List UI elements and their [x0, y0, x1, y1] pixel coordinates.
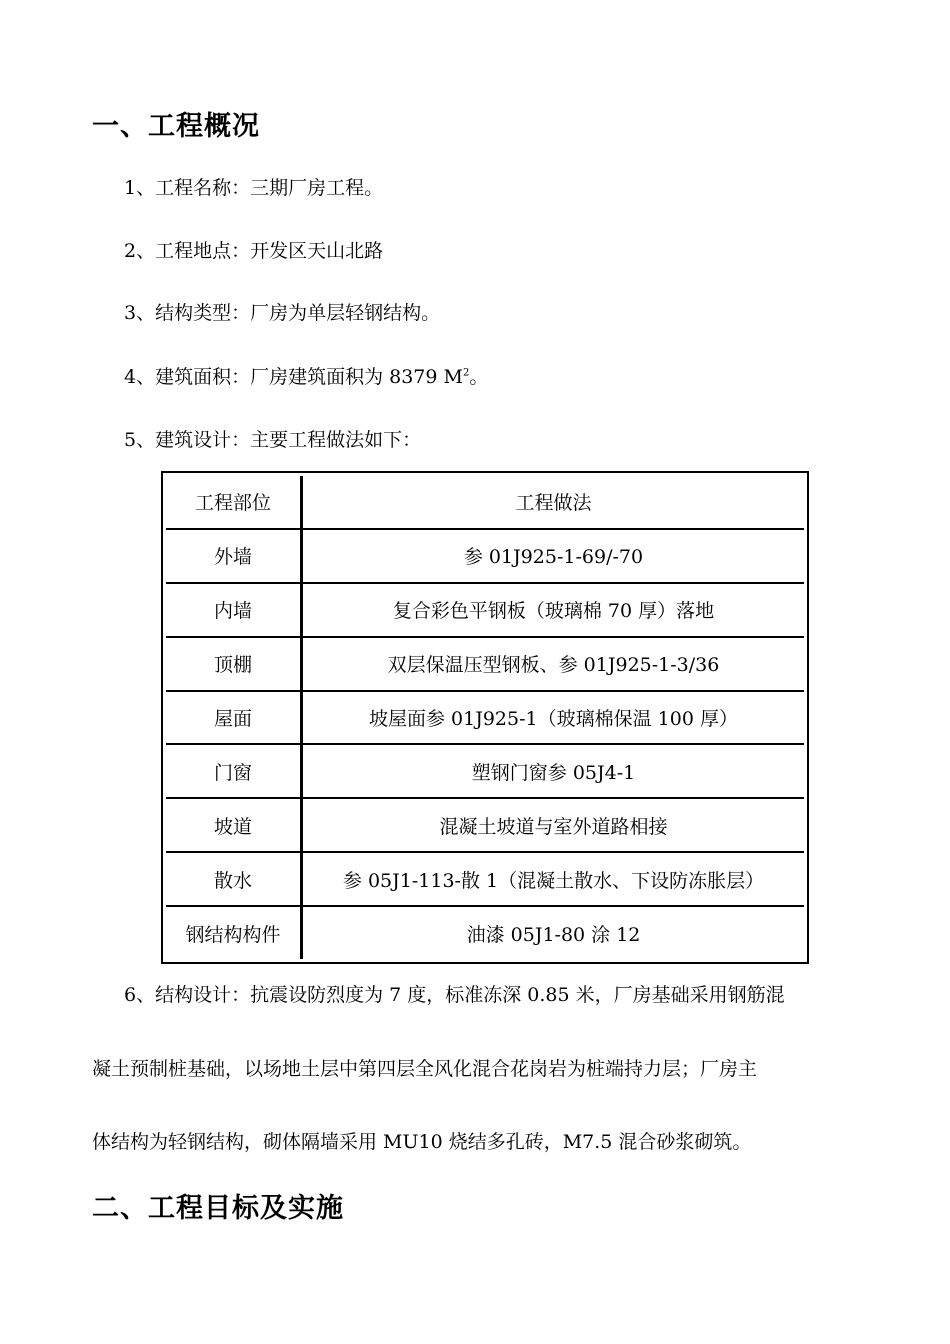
construction-method-table — [161, 471, 809, 964]
table-row — [166, 530, 804, 584]
table-row — [166, 799, 804, 853]
cell-part: 内墙 — [166, 584, 302, 638]
building-area-text: 4、建筑面积：厂房建筑面积为 8379 M — [124, 366, 463, 388]
item-structure-type: 3、结构类型：厂房为单层轻钢结构。 — [124, 302, 441, 324]
table-row — [166, 584, 804, 638]
header-part: 工程部位 — [166, 476, 302, 530]
section-1-title: 一、工程概况 — [92, 111, 260, 142]
cell-method: 参 05J1-113-散 1（混凝土散水、下设防冻胀层） — [302, 853, 804, 907]
cell-method: 塑钢门窗参 05J4-1 — [302, 745, 804, 799]
cell-part: 坡道 — [166, 799, 302, 853]
cell-part: 屋面 — [166, 692, 302, 746]
area-unit-superscript: 2 — [462, 367, 470, 379]
table-header-row — [166, 476, 804, 530]
cell-method: 参 01J925-1-69/-70 — [302, 530, 804, 584]
structure-design-line-2: 凝土预制桩基础，以场地土层中第四层全风化混合花岗岩为桩端持力层；厂房主 — [92, 1058, 758, 1080]
cell-part: 门窗 — [166, 745, 302, 799]
item-building-area — [124, 362, 488, 389]
item-project-name: 1、工程名称：三期厂房工程。 — [124, 177, 384, 199]
table-row — [166, 638, 804, 692]
cell-part: 外墙 — [166, 530, 302, 584]
cell-method: 坡屋面参 01J925-1（玻璃棉保温 100 厚） — [302, 692, 804, 746]
table-row — [166, 853, 804, 907]
cell-part: 散水 — [166, 853, 302, 907]
cell-method: 混凝土坡道与室外道路相接 — [302, 799, 804, 853]
cell-part: 钢结构构件 — [166, 907, 302, 959]
structure-design-line-1: 6、结构设计：抗震设防烈度为 7 度，标准冻深 0.85 米，厂房基础采用钢筋混 — [124, 984, 785, 1006]
item-architectural-design: 5、建筑设计：主要工程做法如下： — [124, 429, 422, 451]
table-row — [166, 907, 804, 959]
header-method: 工程做法 — [302, 476, 804, 530]
method-table — [166, 476, 804, 959]
section-2-title: 二、工程目标及实施 — [92, 1193, 344, 1224]
table-row — [166, 745, 804, 799]
table-row — [166, 692, 804, 746]
structure-design-line-3: 体结构为轻钢结构，砌体隔墙采用 MU10 烧结多孔砖，M7.5 混合砂浆砌筑。 — [92, 1131, 752, 1153]
cell-part: 顶棚 — [166, 638, 302, 692]
cell-method: 复合彩色平钢板（玻璃棉 70 厚）落地 — [302, 584, 804, 638]
cell-method: 油漆 05J1-80 涂 12 — [302, 907, 804, 959]
item-project-location: 2、工程地点：开发区天山北路 — [124, 240, 384, 262]
building-area-tail: 。 — [469, 366, 489, 388]
cell-method: 双层保温压型钢板、参 01J925-1-3/36 — [302, 638, 804, 692]
